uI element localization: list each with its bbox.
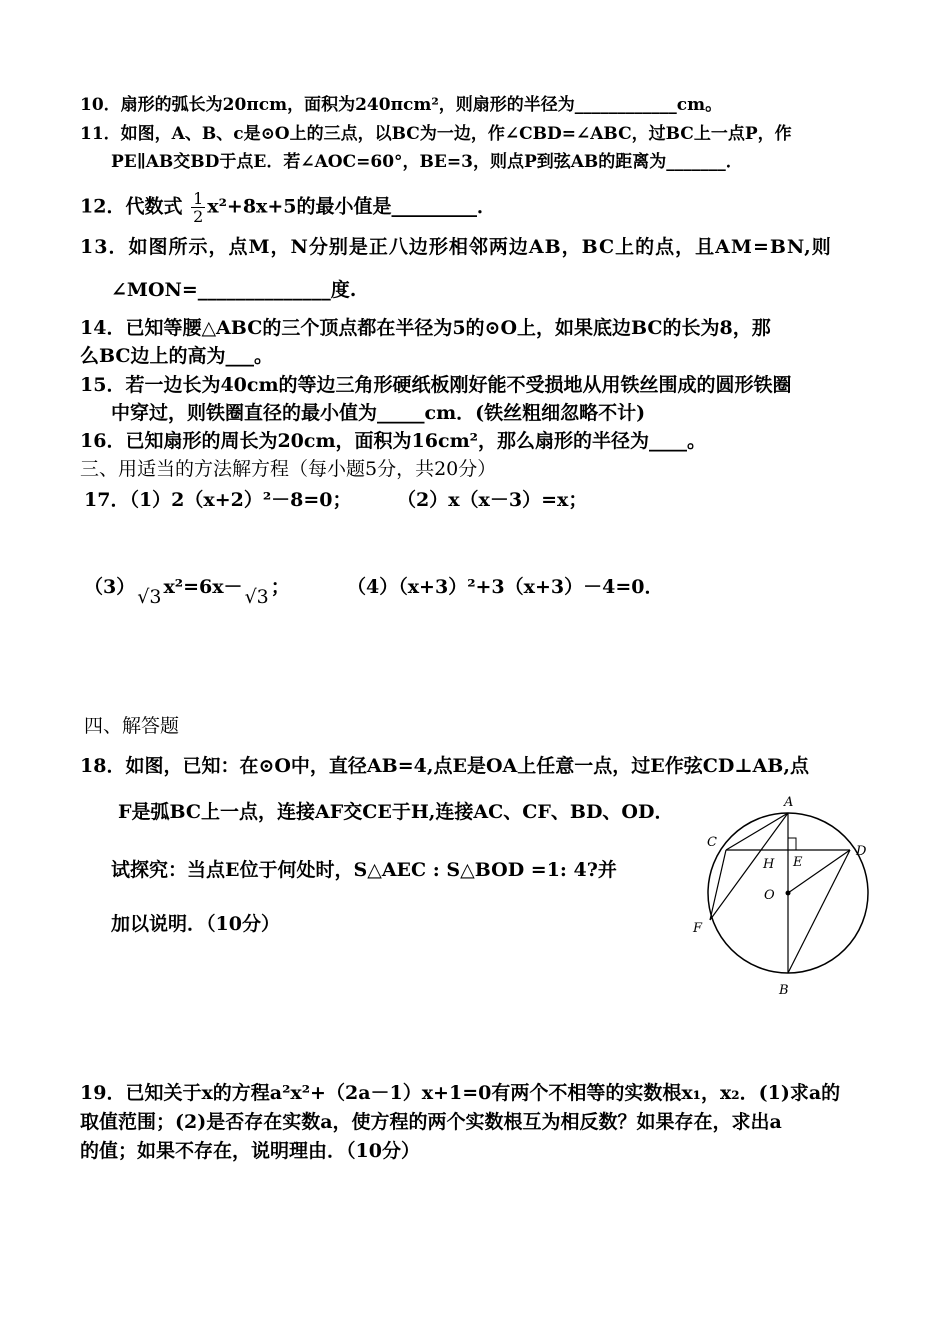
question-17-part3 (84, 575, 290, 608)
question-11-line1: 11．如图，A、B、c是⊙O上的三点，以BC为一边，作∠CBD=∠ABC，过BC上一点P，作 (80, 124, 792, 144)
question-12-suffix: x²+8x+5的最小值是_________． (207, 195, 497, 218)
label-e: E (793, 855, 803, 870)
question-15-line1: 15．若一边长为40cm的等边三角形硬纸板刚好能不受损地从用铁丝围成的圆形铁圈 (80, 374, 792, 396)
question-18-line3: 试探究：当点E位于何处时，S△AEC : S△BOD =1: 4?并 (111, 859, 617, 881)
question-18-line2: F是弧BC上一点，连接AF交CE于H,连接AC、CF、BD、OD． (118, 801, 674, 823)
question-12 (80, 190, 496, 225)
part3-end: ； (270, 576, 290, 598)
part3-expression: x²=6x－ (163, 576, 243, 598)
sqrt-3: √3 (244, 586, 269, 608)
label-a: A (784, 795, 794, 810)
question-17-part4: （4）（x+3）²+3（x+3）－4=0． (347, 576, 664, 598)
question-19-line3: 的值；如果不存在，说明理由．（10分） (80, 1140, 420, 1162)
label-d: D (856, 844, 867, 859)
center-o (786, 891, 791, 896)
label-c: C (707, 835, 717, 850)
question-19-line2: 取值范围；(2)是否存在实数a，使方程的两个实数根互为相反数？如果存在，求出a (80, 1111, 782, 1133)
question-17-part1: 17．（1）2（x+2）²－8=0； (84, 489, 352, 511)
question-15-line2: 中穿过，则铁圈直径的最小值为_____cm．(铁丝粗细忽略不计) (111, 402, 646, 424)
right-angle-mark (788, 838, 796, 850)
section-4-heading: 四、解答题 (84, 715, 180, 737)
question-13-line2: ∠MON=______________度. (111, 279, 357, 301)
question-14-line2: 么BC边上的高为___。 (80, 345, 274, 367)
label-o: O (764, 888, 775, 903)
question-18-line4: 加以说明．（10分） (111, 913, 280, 935)
question-16: 16．已知扇形的周长为20cm，面积为16cm²，那么扇形的半径为____。 (80, 430, 706, 452)
fraction-numerator: 1 (193, 189, 204, 208)
circle-geometry-figure (688, 790, 888, 1005)
question-19-line1: 19．已知关于x的方程a²x²+（2a－1）x+1=0有两个不相等的实数根x₁，x₂．(1)求a的 (80, 1082, 841, 1104)
question-14-line1: 14．已知等腰△ABC的三个顶点都在半径为5的⊙O上，如果底边BC的长为8，那 (80, 317, 771, 339)
label-f: F (693, 921, 703, 936)
part3-label: （3） (84, 576, 136, 598)
question-12-prefix: 12．代数式 (80, 195, 183, 218)
label-b: B (779, 983, 789, 998)
sqrt-3: √3 (137, 586, 162, 608)
question-10: 10．扇形的弧长为20πcm，面积为240πcm²，则扇形的半径为____________cm。 (80, 95, 723, 115)
label-h: H (763, 857, 775, 872)
question-13-line1: 13．如图所示，点M，N分别是正八边形相邻两边AB，BC上的点，且AM=BN,则 (80, 236, 832, 258)
question-11-line2: PE∥AB交BD于点E．若∠AOC=60°，BE=3，则点P到弦AB的距离为_______． (111, 152, 743, 172)
section-3-heading: 三、用适当的方法解方程（每小题5分，共20分） (80, 458, 497, 480)
fraction-denominator: 2 (193, 207, 204, 226)
question-17-part2: （2）x（x－3）=x； (397, 489, 588, 511)
question-18-line1: 18．如图，已知：在⊙O中，直径AB=4,点E是OA上任意一点，过E作弦CD⊥AB,点 (80, 755, 809, 777)
fraction (191, 190, 205, 225)
